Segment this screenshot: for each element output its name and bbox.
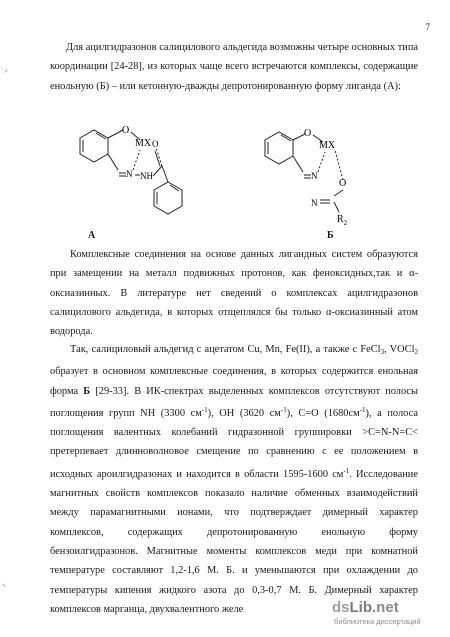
- watermark-subtitle: библиотека диссертаций: [334, 617, 421, 626]
- text-run: [29-33]. В ИК-спектрах выделенных комплексов отсутствуют полосы поглощения групп NH (3300 см: [50, 385, 418, 419]
- superscript: -1: [359, 405, 366, 414]
- atom-o2: O: [152, 139, 159, 149]
- bold-text: Б: [83, 385, 91, 397]
- structure-a-label: А: [88, 230, 96, 241]
- atom-mx: MX: [319, 140, 336, 151]
- atom-n: N: [311, 171, 318, 181]
- atom-n2: N: [311, 198, 318, 208]
- structure-b: [255, 120, 375, 241]
- superscript: -1: [343, 466, 350, 475]
- watermark: [332, 599, 442, 631]
- logo-ds: ds: [332, 599, 350, 616]
- scan-mark: ⸝: [4, 65, 8, 74]
- paragraph-complexes: Комплексные соединения на основе данных лигандных систем образуются при замещении на металл подвижных протонов, как феноксидных,так и α-оксиазинных. В литературе нет сведений о комплексах ацилгидразонов салицилового альдегида, в которых отщеплялся бы только α-оксиазинный атом водорода.: [50, 249, 418, 338]
- structure-a: [70, 118, 190, 241]
- text-run: Так, салициловый альдегид с ацетатом Cu, Mn, Fe(II), а также с FeCl: [70, 344, 381, 355]
- paragraph-ir-magnetic: [50, 340, 418, 619]
- superscript: -1: [280, 405, 287, 414]
- text-run: ), OH (3620 см: [207, 407, 281, 419]
- subscript: 3: [380, 348, 385, 356]
- atom-o: O: [304, 128, 312, 139]
- text-run: , VOCl: [384, 344, 415, 355]
- logo-net: .net: [372, 599, 399, 616]
- atom-mx: MX: [135, 138, 152, 149]
- paragraph-intro: Для ацилгидразонов салицилового альдегида возможны четыре основных типа координации [24-28], из которых чаще всего встречаются комплексы, содержащие енольную (Б) – или кетонную-дважды депротонированную форму лиганда (А):: [50, 42, 418, 92]
- structure-b-drawing: [255, 120, 375, 232]
- atom-o: O: [122, 125, 130, 136]
- text-run: ), C=O (1680см: [286, 407, 360, 419]
- structure-a-drawing: [70, 118, 190, 230]
- logo-lib: Lib: [349, 599, 373, 616]
- subscript: 2: [414, 348, 418, 356]
- page-number: 7: [425, 22, 430, 32]
- watermark-logo: [332, 599, 399, 616]
- atom-nh: NH: [140, 171, 153, 181]
- atom-o2: O: [339, 178, 347, 189]
- group-r: $R_2$: [337, 214, 348, 227]
- superscript: -1: [201, 405, 208, 414]
- text-run: . Исследование магнитных свойств комплексов показало наличие обменных взаимодействий между парамагнитными ионами, что подтверждает димерный характер комплексов, содержащих депротонированную енольную форму бензоилгидразонов. Магнитные моменты комплексов меди при комнатной температуре составляют 1,2-1,6 М. Б. и уменьшаются при охлаждении до температуры кипения жидкого азота до 0,3-0,7 М. Б. Димерный характер комплексов марганца, двухвалентного желе: [50, 468, 418, 615]
- structure-b-label: Б: [327, 230, 334, 241]
- text-run: образует в основном комплексные соединения, в которых содержится енольная форма: [50, 366, 418, 397]
- text-run: ), а полоса поглощения валентных колебаний гидразонной группировки >C=N-N=C< претерпевает длинноволновое смещение по сравнению с ее положением в исходных ароилгидразонах и находится в области 1595-1600 см: [50, 407, 418, 480]
- scan-mark: ⸜: [2, 579, 6, 588]
- atom-n: N: [126, 169, 133, 179]
